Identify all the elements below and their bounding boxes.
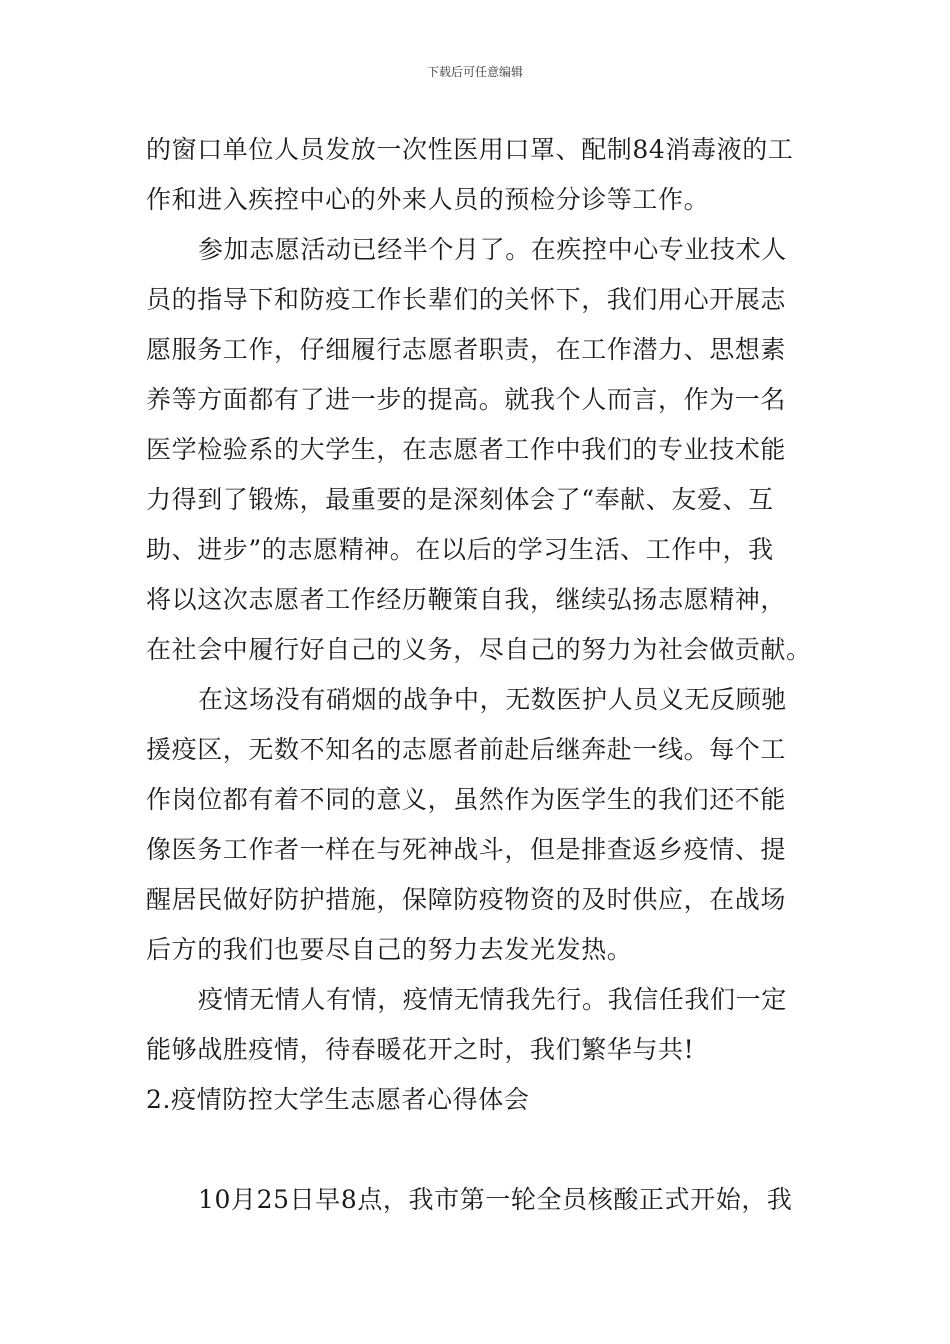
- text-line-10: 将以这次志愿者工作经历鞭策自我，继续弘扬志愿精神，: [146, 585, 787, 614]
- text-line-8: 力得到了锻炼，最重要的是深刻体会了“奉献、友爱、互: [146, 485, 774, 514]
- page-header: 下载后可任意编辑: [426, 65, 523, 79]
- text-line-5: 愿服务工作，仔细履行志愿者职责，在工作潜力、思想素: [146, 335, 787, 364]
- text-line-17: 后方的我们也要尽自己的努力去发光发热。: [146, 935, 633, 964]
- text-line-11: 在社会中履行好自己的义务，尽自己的努力为社会做贡献。: [146, 635, 812, 664]
- text-line-15: 像医务工作者一样在与死神战斗，但是排查返乡疫情、提: [146, 835, 787, 864]
- text-line-9: 助、进步”的志愿精神。在以后的学习生活、工作中，我: [146, 535, 774, 564]
- text-line-12: 在这场没有硝烟的战争中，无数医护人员义无反顾驰: [198, 685, 787, 714]
- text-line-19: 能够战胜疫情，待春暖花开之时，我们繁华与共!: [146, 1035, 695, 1064]
- text-line-4: 员的指导下和防疫工作长辈们的关怀下，我们用心开展志: [146, 285, 787, 314]
- text-line-1: 的窗口单位人员发放一次性医用口罩、配制84消毒液的工: [146, 135, 794, 164]
- text-line-21: 10月25日早8点，我市第一轮全员核酸正式开始，我: [198, 1185, 793, 1214]
- text-line-14: 作岗位都有着不同的意义，虽然作为医学生的我们还不能: [146, 785, 787, 814]
- section-heading: 2.疫情防控大学生志愿者心得体会: [146, 1085, 530, 1114]
- text-line-18: 疫情无情人有情，疫情无情我先行。我信任我们一定: [198, 985, 787, 1014]
- text-line-6: 养等方面都有了进一步的提高。就我个人而言，作为一名: [146, 385, 787, 414]
- text-line-13: 援疫区，无数不知名的志愿者前赴后继奔赴一线。每个工: [146, 735, 787, 764]
- blank-line: [146, 1125, 810, 1175]
- text-line-16: 醒居民做好防护措施，保障防疫物资的及时供应，在战场: [146, 885, 787, 914]
- text-line-7: 医学检验系的大学生，在志愿者工作中我们的专业技术能: [146, 435, 787, 464]
- text-line-3: 参加志愿活动已经半个月了。在疾控中心专业技术人: [198, 235, 787, 264]
- text-line-2: 作和进入疾控中心的外来人员的预检分诊等工作。: [146, 185, 710, 214]
- document-body: [146, 125, 810, 1225]
